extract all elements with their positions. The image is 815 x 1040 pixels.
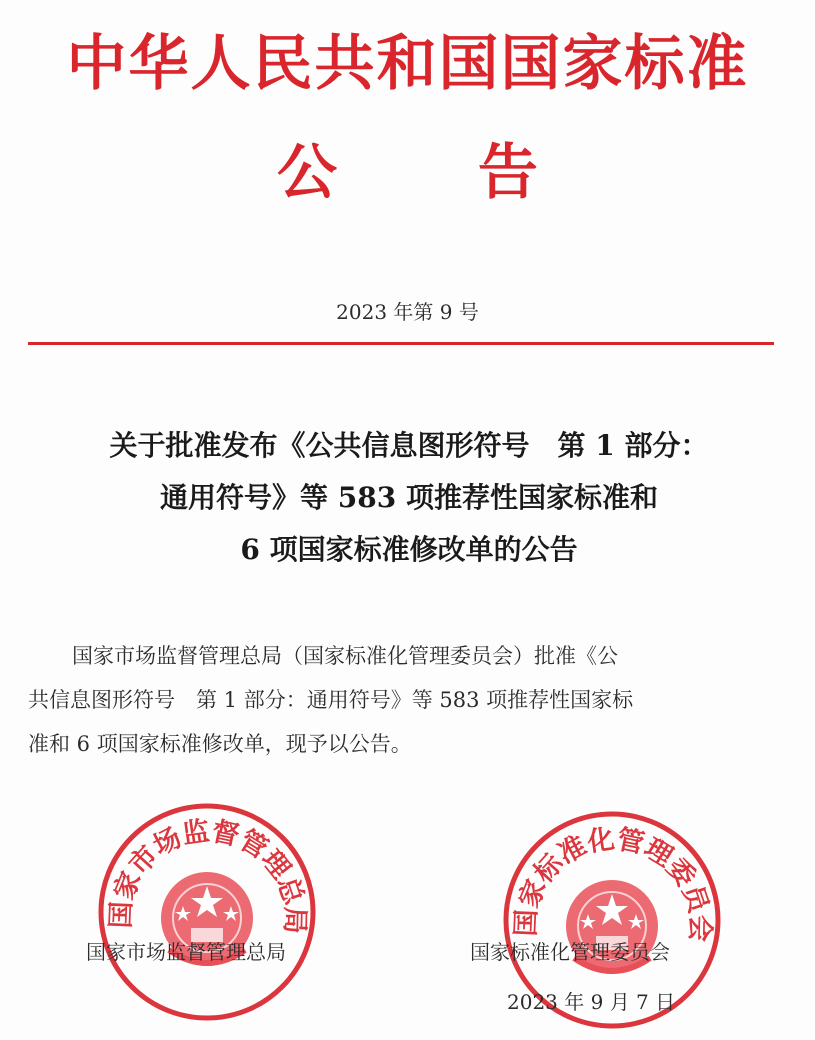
document-body <box>28 634 790 766</box>
seal-left-text: 国家市场监督管理总局 <box>105 815 311 935</box>
body-line-1: 国家市场监督管理总局（国家标准化管理委员会）批准《公 <box>72 644 618 668</box>
signature-sac: 国家标准化管理委员会 <box>470 940 670 964</box>
title-line-3: 6 项国家标准修改单的公告 <box>240 533 578 566</box>
masthead-title: 中华人民共和国国家标准 <box>66 29 749 99</box>
samr-seal-icon <box>95 800 319 1024</box>
signature-samr: 国家市场监督管理总局 <box>86 940 286 964</box>
body-line-2: 共信息图形符号 第 1 部分：通用符号》等 583 项推荐性国家标 <box>28 688 634 712</box>
title-line-1: 关于批准发布《公共信息图形符号 第 1 部分： <box>109 429 709 462</box>
body-line-3: 准和 6 项国家标准修改单，现予以公告。 <box>28 732 412 756</box>
signature-date: 2023 年 9 月 7 日 <box>507 990 676 1014</box>
seal-right-text: 国家标准化管理委员会 <box>510 823 716 943</box>
title-line-2: 通用符号》等 583 项推荐性国家标准和 <box>160 481 658 514</box>
masthead-subtitle: 公 告 <box>277 138 598 208</box>
issue-number: 2023 年第 9 号 <box>336 300 479 324</box>
document-title <box>24 420 794 576</box>
red-divider <box>28 342 774 345</box>
